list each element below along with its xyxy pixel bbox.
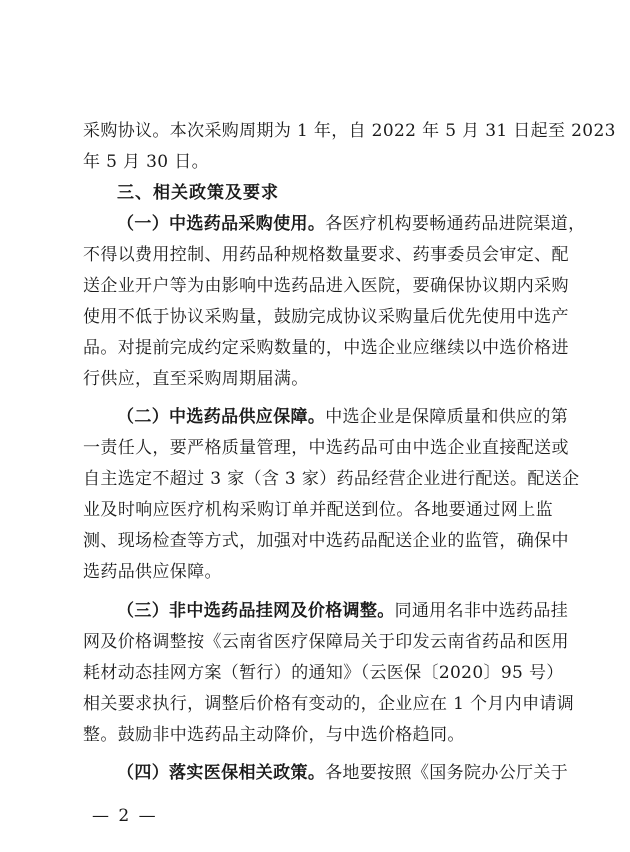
text-line: 自主选定不超过 3 家（含 3 家）药品经营企业进行配送。配送企: [83, 469, 580, 489]
text-line: 一责任人，要严格质量管理，中选药品可由中选企业直接配送或: [83, 438, 569, 458]
text-line: 网及价格调整按《云南省医疗保障局关于印发云南省药品和医用: [83, 632, 569, 652]
paragraph-lead: （二）中选药品供应保障。: [117, 407, 326, 427]
paragraph-first-line: （二）中选药品供应保障。中选企业是保障质量和供应的第: [117, 407, 569, 427]
text-line: 年 5 月 30 日。: [83, 152, 209, 172]
text-line: 不得以费用控制、用药品种规格数量要求、药事委员会审定、配: [83, 245, 569, 265]
paragraph-first-line: （四）落实医保相关政策。各地要按照《国务院办公厅关于: [117, 763, 569, 783]
text-line: 送企业开户等为由影响中选药品进入医院，要确保协议期内采购: [83, 276, 569, 296]
text-line: 品。对提前完成约定采购数量的，中选企业应继续以中选价格进: [83, 338, 569, 358]
paragraph-lead: （三）非中选药品挂网及价格调整。: [117, 601, 395, 621]
text-line: 整。鼓励非中选药品主动降价，与中选价格趋同。: [83, 725, 465, 745]
text-line: 相关要求执行，调整后价格有变动的，企业应在 1 个月内申请调: [83, 694, 575, 714]
text-line: 采购协议。本次采购周期为 1 年，自 2022 年 5 月 31 日起至 2023: [83, 121, 616, 141]
section-heading: 三、相关政策及要求: [117, 183, 279, 203]
text-line: 行供应，直至采购周期届满。: [83, 369, 309, 389]
text-line: 测、现场检查等方式，加强对中选药品配送企业的监管，确保中: [83, 531, 569, 551]
paragraph-lead: （一）中选药品采购使用。: [117, 214, 326, 234]
text-line: 业及时响应医疗机构采购订单并配送到位。各地要通过网上监: [83, 500, 553, 520]
paragraph-first-line: （三）非中选药品挂网及价格调整。同通用名非中选药品挂: [117, 601, 569, 621]
text-line: 使用不低于协议采购量，鼓励完成协议采购量后优先使用中选产: [83, 307, 569, 327]
paragraph-lead: （四）落实医保相关政策。: [117, 763, 326, 783]
text-line: 选药品供应保障。: [83, 562, 222, 582]
text-line: 耗材动态挂网方案（暂行）的通知》（云医保〔2020〕95 号）: [83, 663, 564, 683]
page-number: — 2 —: [92, 806, 158, 826]
paragraph-first-line: （一）中选药品采购使用。各医疗机构要畅通药品进院渠道，: [117, 214, 586, 234]
